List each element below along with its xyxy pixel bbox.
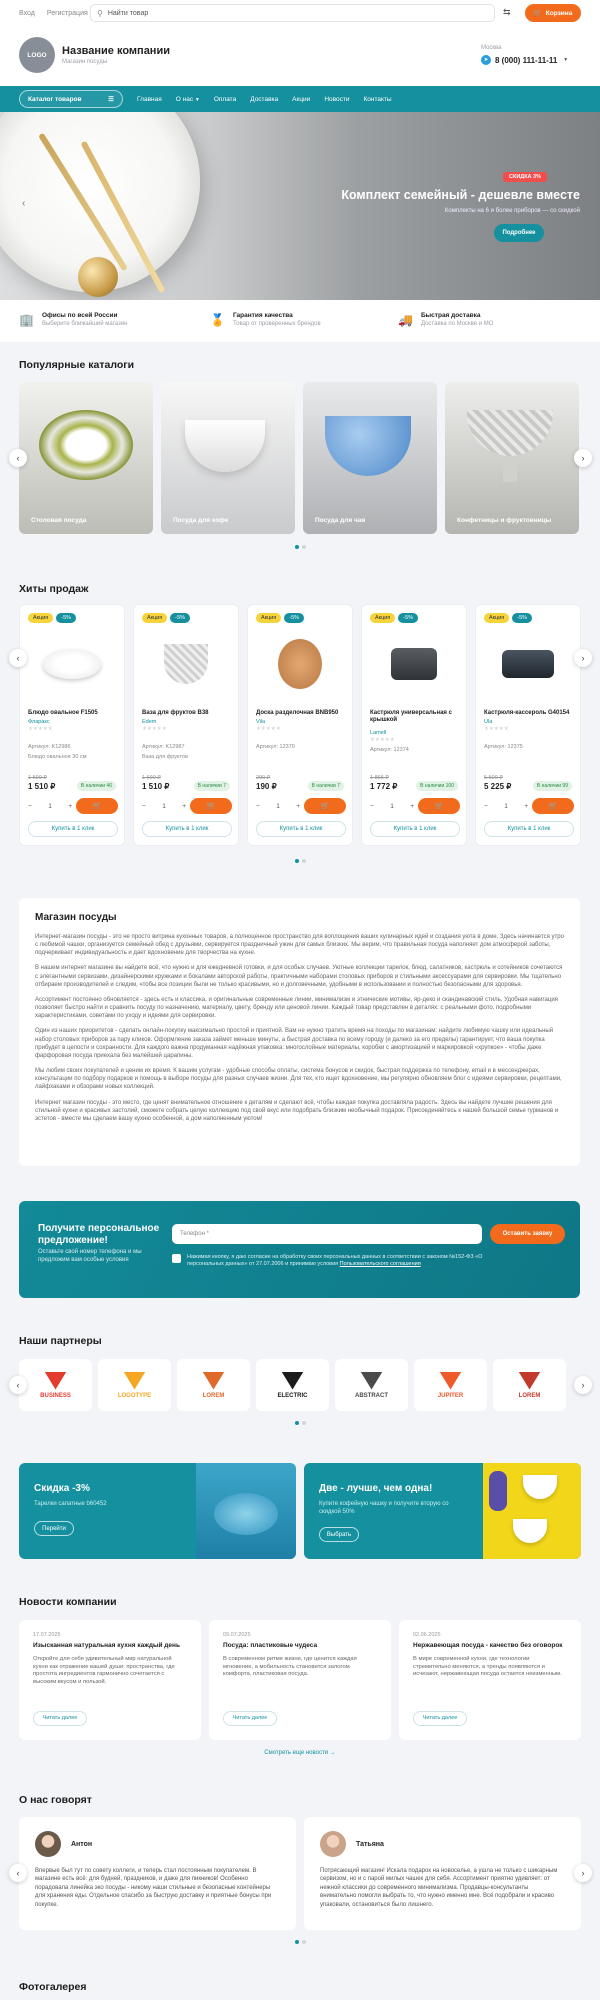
promo-badge: Акция bbox=[370, 613, 395, 623]
cart-icon: 🛒 bbox=[548, 803, 558, 810]
logo[interactable]: LOGO bbox=[19, 37, 55, 73]
buy-one-click-button[interactable]: Купить в 1 клик bbox=[28, 821, 118, 837]
product-name[interactable]: Кастрюля-кассероль G40154 bbox=[484, 710, 570, 716]
review-author: Антон bbox=[71, 1840, 93, 1848]
plus-icon[interactable]: + bbox=[68, 802, 72, 810]
stock-badge: В наличии 7 bbox=[308, 781, 344, 791]
about-paragraph: В нашем интернет магазине вы найдете всё, что нужно и для ежедневной готовки, и для особых случаев. Уютные коллекции тарелок, блюд, салатников, кастрюль и сотейников сочетаются с элегантными сервизами, дизайнерскими кружками и бокалами авторской работы, практичными наборами столовых приборов и стильными аксессуарами для сервировки. Мы тщательно отбираем производителей и следим, чтобы все позиции были не только красивыми, но и долговечными, удобными в использовании и полностью безопасными для здоровья. bbox=[35, 965, 563, 988]
partner-logo[interactable]: BUSINESS bbox=[19, 1359, 92, 1411]
news-card[interactable] bbox=[399, 1620, 581, 1740]
product-price: 1 510 ₽ bbox=[28, 782, 56, 791]
old-price: 1 865 ₽ bbox=[370, 775, 389, 781]
nav-delivery[interactable]: Доставка bbox=[250, 95, 279, 103]
cups-image bbox=[483, 1463, 581, 1559]
news-title: Новости компании bbox=[19, 1596, 117, 1608]
product-name[interactable]: Блюдо овальное F1505 bbox=[28, 710, 98, 716]
hero-more-button[interactable]: Подробнее bbox=[494, 224, 544, 242]
news-card[interactable] bbox=[19, 1620, 201, 1740]
product-image[interactable] bbox=[20, 629, 124, 699]
about-paragraph: Мы любим своих покупателей и ценим их время. К вашим услугам - удобные способы оплаты, система бонусов и скидок, быстрая поддержка по телефону, email и в мессенджерах, консультации по подбору подарков и помощь в выборе посуды для разных случаев жизни. Для тех, кто ищет вдохновение, мы регулярно обновляем блог с идеями сервировки, рецептами, лайфхаками и обзорами новых коллекций. bbox=[35, 1068, 562, 1091]
promo-go-button[interactable]: Перейти bbox=[34, 1521, 74, 1536]
catalogs-pagination[interactable] bbox=[295, 545, 306, 549]
add-to-cart-button[interactable] bbox=[190, 798, 232, 814]
product-price: 1 510 ₽ bbox=[142, 782, 170, 791]
header bbox=[0, 26, 600, 86]
partners-prev-arrow[interactable]: ‹ bbox=[9, 1376, 27, 1394]
plus-icon[interactable]: + bbox=[182, 802, 186, 810]
product-price: 5 225 ₽ bbox=[484, 782, 512, 791]
phone-number[interactable]: 8 (000) 111-11-11 bbox=[495, 55, 558, 65]
quantity-stepper[interactable]: − 1 + bbox=[256, 802, 300, 810]
submit-request-button[interactable]: Оставить заявку bbox=[490, 1224, 565, 1244]
cart-label: Корзина bbox=[545, 9, 573, 17]
company-subtitle: Магазин посуды bbox=[62, 59, 108, 65]
cart-icon: 🛒 bbox=[434, 803, 444, 810]
news-date: 02.06.2025 bbox=[413, 1632, 441, 1638]
rating-stars: ★★★★★ bbox=[370, 737, 395, 743]
stock-badge: В наличии 7 bbox=[194, 781, 230, 791]
product-image[interactable] bbox=[134, 629, 238, 699]
promo-badge: Акция bbox=[256, 613, 281, 623]
catalog-card-tableware[interactable]: Столовая посуда bbox=[19, 382, 153, 534]
partner-logo[interactable]: LOREM bbox=[493, 1359, 566, 1411]
nav-home[interactable]: Главная bbox=[137, 95, 162, 103]
reviews-pagination[interactable] bbox=[295, 1940, 306, 1944]
catalog-label: Каталог товаров bbox=[28, 95, 82, 103]
read-more-button[interactable]: Читать далее bbox=[413, 1711, 467, 1726]
catalog-button[interactable] bbox=[19, 90, 123, 108]
news-text: В современном ритме жизни, где ценится каждая мгновение, а мобильность становится залогом комфорта, пластиковая посуда. bbox=[223, 1655, 357, 1678]
partner-logo[interactable]: ELECTRIC bbox=[256, 1359, 329, 1411]
product-article: Артикул: K12987 bbox=[142, 744, 185, 750]
about-paragraph: Ассортимент постоянно обновляется - здесь есть и классика, и оригинальные современные линии, минимализм и этнические мотивы, яр-деко и скандинавский стиль. Удобная навигация позволяет быстро найти и сравнить посуду по назначению, материалу, цвету, бренду или ценовой линии. Каждый товар представлен в деталях: с реальными фото, подробными характеристиками, советами по уходу и идеями для сервировки. bbox=[35, 996, 558, 1020]
consent-checkbox[interactable] bbox=[172, 1254, 181, 1263]
promo-choose-button[interactable]: Выбрать bbox=[319, 1527, 359, 1542]
product-article: Артикул: 12374 bbox=[370, 747, 409, 753]
cart-icon: 🛒 bbox=[320, 803, 330, 810]
gallery-title: Фотогалерея bbox=[19, 1981, 87, 1993]
product-extra: Ваза для фруктов bbox=[142, 754, 188, 760]
minus-icon[interactable]: − bbox=[484, 802, 488, 810]
partner-mark-icon bbox=[519, 1372, 541, 1390]
truck-icon: 🚚 bbox=[398, 312, 413, 327]
catalogs-next-arrow[interactable]: › bbox=[574, 449, 592, 467]
arrow-left-icon[interactable]: ‹ bbox=[22, 198, 26, 209]
news-title[interactable]: Изысканная натуральная кухня каждый день bbox=[33, 1642, 180, 1649]
plus-icon[interactable]: + bbox=[524, 802, 528, 810]
product-brand[interactable]: Vila bbox=[256, 719, 266, 725]
minus-icon[interactable]: − bbox=[142, 802, 146, 810]
avatar bbox=[320, 1831, 346, 1857]
news-date: 17.07.2025 bbox=[33, 1632, 61, 1638]
product-price: 190 ₽ bbox=[256, 782, 277, 791]
news-title[interactable]: Нержавеющая посуда - качество без оговорок bbox=[413, 1642, 563, 1649]
partner-mark-icon bbox=[440, 1372, 462, 1390]
old-price: 5 500 ₽ bbox=[484, 775, 503, 781]
partners-next-arrow[interactable]: › bbox=[574, 1376, 592, 1394]
product-article: Артикул: 12375 bbox=[484, 744, 523, 750]
about-block bbox=[19, 898, 580, 1166]
discount-badge: -5% bbox=[284, 613, 304, 623]
stock-badge: В наличии 46 bbox=[77, 781, 116, 791]
product-extra: Блюдо овальное 30 см bbox=[28, 754, 87, 760]
blue-plates-image bbox=[196, 1463, 296, 1559]
promo-discount[interactable]: Скидка -3% Тарелки сапатные b60452 Перейти bbox=[19, 1463, 296, 1559]
offer-block bbox=[19, 1201, 580, 1298]
news-date: 09.07.2025 bbox=[223, 1632, 251, 1638]
product-card[interactable] bbox=[361, 604, 467, 846]
quantity-stepper[interactable]: − 1 + bbox=[28, 802, 72, 810]
catalogs-prev-arrow[interactable]: ‹ bbox=[9, 449, 27, 467]
buy-one-click-button[interactable]: Купить в 1 клик bbox=[370, 821, 460, 837]
review-text: Впервые был тут по совету коллеги, и теперь стал постоянным покупателем. В магазине есть всё: для будней, праздников, и даже для пикников! Особенно порадовала линейка эко посуды - никому наши стильные и безопасные контейнеры для хранения еды. Отдельное спасибо за быструю доставку и приятные бонусы при покупке. bbox=[35, 1868, 272, 1908]
chevron-down-icon: ▼ bbox=[194, 96, 200, 103]
partners-title: Наши партнеры bbox=[19, 1335, 102, 1347]
search-input[interactable] bbox=[90, 4, 495, 22]
product-name[interactable]: Кастрюля универсальная с крышкой bbox=[370, 710, 452, 724]
partner-logo[interactable]: JUPITER bbox=[414, 1359, 487, 1411]
cart-icon: 🛒 bbox=[533, 10, 542, 17]
product-brand[interactable]: Ula bbox=[484, 719, 493, 725]
quantity-stepper[interactable]: − 1 + bbox=[484, 802, 528, 810]
medal-icon: 🏅 bbox=[210, 312, 225, 327]
menu-icon: ☰ bbox=[108, 96, 114, 103]
telegram-icon[interactable]: ➤ bbox=[481, 55, 491, 65]
nav-contacts[interactable]: Контакты bbox=[363, 95, 392, 103]
reviews-title: О нас говорят bbox=[19, 1794, 92, 1806]
partners-pagination[interactable] bbox=[295, 1421, 306, 1425]
product-image[interactable] bbox=[362, 629, 466, 699]
city-select[interactable]: Москва bbox=[481, 45, 502, 51]
feature-quality: 🏅 Гарантия качества Товар от проверенных брендов bbox=[210, 312, 321, 327]
rating-stars: ★★★★★ bbox=[256, 726, 281, 732]
review-card bbox=[304, 1817, 581, 1930]
product-image[interactable] bbox=[476, 629, 580, 699]
agreement-link[interactable]: Пользовательского соглашения bbox=[339, 1261, 421, 1268]
feature-delivery: 🚚 Быстрая доставка Доставка по Москве и МО bbox=[398, 312, 494, 327]
offer-title: Получите персональное предложение! bbox=[38, 1223, 160, 1246]
hits-prev-arrow[interactable]: ‹ bbox=[9, 649, 27, 667]
cart-button[interactable] bbox=[525, 4, 581, 22]
rating-stars: ★★★★★ bbox=[28, 726, 53, 732]
about-text bbox=[35, 933, 564, 1123]
compare-icon[interactable]: ⇆ bbox=[503, 7, 511, 17]
about-paragraph: Интернет магазин посуды - это место, где ценят внимательное отношение к деталям и сделают всё, чтобы каждая покупка доставляла радость. Здесь вы найдете лучшие решения для стильной кухни и красивых застолий, сможете собрать целую коллекцию под свой вкус или подобрать близким необычный подарок. Присоединяйтесь к нашей большой семье гурманов и эстетов - вместе мы сделаем вашу кухню особенной, а дом наполненным уютом! bbox=[35, 1099, 559, 1122]
news-card[interactable] bbox=[209, 1620, 391, 1740]
product-brand[interactable]: Фларакс bbox=[28, 719, 50, 725]
catalog-card-candy[interactable]: Конфетницы и фруктовницы bbox=[445, 382, 579, 534]
minus-icon[interactable]: − bbox=[28, 802, 32, 810]
read-more-button[interactable]: Читать далее bbox=[33, 1711, 87, 1726]
product-card[interactable] bbox=[247, 604, 353, 846]
old-price: 1 590 ₽ bbox=[142, 775, 161, 781]
search-placeholder: Найти товар bbox=[107, 9, 149, 17]
reviews-prev-arrow[interactable]: ‹ bbox=[9, 1864, 27, 1882]
product-price: 1 772 ₽ bbox=[370, 782, 398, 791]
phone-block[interactable] bbox=[481, 55, 568, 65]
promo-badge: Акция bbox=[142, 613, 167, 623]
phone-field[interactable] bbox=[172, 1224, 482, 1244]
buy-one-click-button[interactable]: Купить в 1 клик bbox=[256, 821, 346, 837]
review-author: Татьяна bbox=[356, 1840, 384, 1848]
plus-icon[interactable]: + bbox=[410, 802, 414, 810]
product-image[interactable] bbox=[248, 629, 352, 699]
hero-title: Комплект семейный - дешевле вместе bbox=[341, 188, 580, 202]
plus-icon[interactable]: + bbox=[296, 802, 300, 810]
promo-badge: Акция bbox=[28, 613, 53, 623]
login-link[interactable]: Вход bbox=[19, 9, 35, 17]
partner-mark-icon bbox=[361, 1372, 383, 1390]
news-text: Откройте для себя удивительный мир натуральной кухни как отражение вашей души: пространства, где простота ингредиентов гармонично сочетается с высоким вкусом и пользой. bbox=[33, 1655, 175, 1686]
quantity-stepper[interactable]: − 1 + bbox=[370, 802, 414, 810]
promo-two-cups[interactable]: Две - лучше, чем одна! Купите кофейную чашку и получите вторую со скидкой 50% Выбрать bbox=[304, 1463, 581, 1559]
product-name[interactable]: Ваза для фруктов B38 bbox=[142, 710, 209, 716]
old-price: 200 ₽ bbox=[256, 775, 271, 781]
hero-banner bbox=[0, 112, 600, 300]
chevron-down-icon[interactable]: ▼ bbox=[563, 57, 569, 63]
review-card bbox=[19, 1817, 296, 1930]
cart-icon: 🛒 bbox=[92, 803, 102, 810]
catalog-card-coffee[interactable]: Посуда для кофе bbox=[161, 382, 295, 534]
register-link[interactable]: Регистрация bbox=[46, 9, 88, 17]
buy-one-click-button[interactable]: Купить в 1 клик bbox=[142, 821, 232, 837]
discount-badge: -5% bbox=[170, 613, 190, 623]
rating-stars: ★★★★★ bbox=[142, 726, 167, 732]
product-card[interactable] bbox=[133, 604, 239, 846]
reviews-next-arrow[interactable]: › bbox=[574, 1864, 592, 1882]
product-card[interactable] bbox=[475, 604, 581, 846]
offer-text: Оставьте свой номер телефона и мы предложим вам особые условия bbox=[38, 1249, 142, 1263]
about-paragraph: Интернет-магазин посуды - это не просто витрина кухонных товаров, а полноценное пространство для воплощения ваших кулинарных идей и создания уюта в доме. Здесь начинается утро с любимой чашки, организуется семейный обед с друзьями, сервируется праздничный ужин для самых близких. Мы верим, что правильная посуда наполняет дом атмосферой заботы, подчеркивает индивидуальность и дает вдохновение для творчества на кухне. bbox=[35, 934, 564, 957]
gold-cup-image bbox=[78, 257, 118, 297]
minus-icon[interactable]: − bbox=[256, 802, 260, 810]
news-title[interactable]: Посуда: пластиковые чудеса bbox=[223, 1642, 318, 1649]
consent-text: Нажимая кнопку, я даю согласие на обработку своих персональных данных в соответствии с законом №152-ФЗ «О персональных данных» от 27.07.2006 и принимаю условия Пользовательского соглашения bbox=[187, 1254, 483, 1268]
partner-mark-icon bbox=[45, 1372, 67, 1390]
nav-news[interactable]: Новости bbox=[324, 95, 350, 103]
company-name: Название компании bbox=[62, 45, 170, 57]
feature-offices: 🏢 Офисы по всей России Выберите ближайший магазин bbox=[19, 312, 128, 327]
discount-badge: -5% bbox=[398, 613, 418, 623]
main-nav bbox=[0, 86, 600, 112]
search-icon: ⚲ bbox=[97, 8, 103, 18]
minus-icon[interactable]: − bbox=[370, 802, 374, 810]
quantity-stepper[interactable]: − 1 + bbox=[142, 802, 186, 810]
add-to-cart-button[interactable] bbox=[304, 798, 346, 814]
cart-icon: 🛒 bbox=[206, 803, 216, 810]
partner-mark-icon bbox=[282, 1372, 304, 1390]
about-paragraph: Один из наших приоритетов - сделать онлайн-покупку максимально простой и приятной. Вам не нужно тратить время на походы по магазинам: найдите любимую чашку или идеальный набор столовых приборов за пару кликов. Оформление заказа займет меньше минуты, а быстрая доставка по всему городу (и далеко за его пределы) гарантирует, что ваша покупка прибудет в целости и сохранности. Для каждого важна продуманная надёжная упаковка: многослойные материалы, коробки с амортизацией и маркировкой «хрупкое» - чтобы даже фарфоровая посуда приехала без малейшей царапины. bbox=[35, 1028, 554, 1059]
nav-about[interactable]: О нас ▼ bbox=[175, 95, 200, 103]
old-price: 1 590 ₽ bbox=[28, 775, 47, 781]
phone-placeholder: Телефон * bbox=[180, 1231, 209, 1237]
about-title: Магазин посуды bbox=[35, 912, 117, 923]
product-brand[interactable]: Lamell bbox=[370, 730, 387, 736]
product-card[interactable] bbox=[19, 604, 125, 846]
more-news-link[interactable]: Смотреть еще новости → bbox=[264, 1750, 336, 1756]
hero-text: Комплекты на 6 и более приборов — со скидкой bbox=[444, 208, 580, 214]
read-more-button[interactable]: Читать далее bbox=[223, 1711, 277, 1726]
building-icon: 🏢 bbox=[19, 312, 34, 327]
discount-badge: -5% bbox=[56, 613, 76, 623]
catalogs-title: Популярные каталоги bbox=[19, 359, 135, 371]
buy-one-click-button[interactable]: Купить в 1 клик bbox=[484, 821, 574, 837]
partner-logo[interactable]: ABSTRACT bbox=[335, 1359, 408, 1411]
partner-mark-icon bbox=[203, 1372, 225, 1390]
product-article: Артикул: K12986 bbox=[28, 744, 71, 750]
stock-badge: В наличии 100 bbox=[416, 781, 458, 791]
product-name[interactable]: Доска разделочная BNB950 bbox=[256, 710, 339, 716]
add-to-cart-button[interactable] bbox=[76, 798, 118, 814]
features-bar bbox=[0, 300, 600, 342]
hits-pagination[interactable] bbox=[295, 859, 306, 863]
news-text: В мире современной кухни, где технологии стремительно меняются, а тренды появляются и исчезают, нержавеющая посуда остается неизменным. bbox=[413, 1655, 562, 1678]
product-article: Артикул: 12370 bbox=[256, 744, 295, 750]
partner-logo[interactable]: LOREM bbox=[177, 1359, 250, 1411]
stock-badge: В наличии 99 bbox=[533, 781, 572, 791]
partner-logo[interactable]: LOGOTYPE bbox=[98, 1359, 171, 1411]
promo-badge: Акция bbox=[484, 613, 509, 623]
nav-payment[interactable]: Оплата bbox=[213, 95, 237, 103]
nav-promos[interactable]: Акции bbox=[292, 95, 311, 103]
product-brand[interactable]: Edem bbox=[142, 719, 157, 725]
top-bar bbox=[0, 0, 600, 26]
add-to-cart-button[interactable] bbox=[418, 798, 460, 814]
hits-title: Хиты продаж bbox=[19, 583, 89, 595]
hero-badge: СКИДКА 3% bbox=[503, 172, 547, 182]
review-text: Потрясающий магазин! Искала подарок на новоселье, а ушла не только с шикарным сервизом, но и с парой милых чашек для себя. Ассортимент приятно удивляет: от нежной классики до современного минимализма. Продавцы-консультанты внимательно помогли выбрать то, что нужно именно мне. Всё подобрали и красиво упаковали, остановиться было лишнего. bbox=[320, 1868, 558, 1908]
avatar bbox=[35, 1831, 61, 1857]
hits-next-arrow[interactable]: › bbox=[574, 649, 592, 667]
add-to-cart-button[interactable] bbox=[532, 798, 574, 814]
partner-mark-icon bbox=[124, 1372, 146, 1390]
discount-badge: -5% bbox=[512, 613, 532, 623]
rating-stars: ★★★★★ bbox=[484, 726, 509, 732]
catalog-card-tea[interactable]: Посуда для чая bbox=[303, 382, 437, 534]
